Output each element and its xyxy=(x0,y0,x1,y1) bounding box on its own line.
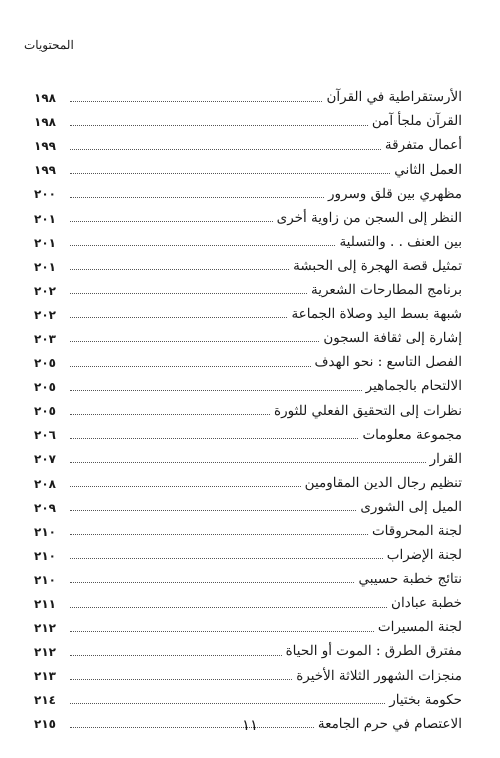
dot-leader xyxy=(70,607,387,608)
toc-entry xyxy=(34,640,462,664)
toc-entry-title: القرآن ملجأ آمن xyxy=(371,113,462,130)
dot-leader xyxy=(70,317,287,318)
toc-entry xyxy=(34,447,462,471)
toc-entry-page: ٢١٣ xyxy=(34,669,56,684)
toc-entry xyxy=(34,544,462,568)
toc-entry-page: ١٩٩ xyxy=(34,163,56,178)
toc-entry-page: ٢٠٢ xyxy=(34,283,56,298)
toc-entry-page: ٢١٥ xyxy=(34,717,56,732)
dot-leader xyxy=(70,293,307,294)
toc-entry-title: تنظيم رجال الدين المقاومين xyxy=(304,474,462,491)
toc-entry xyxy=(34,231,462,255)
toc-entry-page: ٢٠١ xyxy=(34,259,56,274)
toc-entry xyxy=(34,206,462,230)
toc-entry-page: ٢١١ xyxy=(34,597,56,612)
toc-entry-title: لجنة الإضراب xyxy=(386,547,462,564)
dot-leader xyxy=(70,534,368,535)
page-number: ١١ xyxy=(241,716,259,734)
toc-entry-page: ٢١٢ xyxy=(34,621,56,636)
toc-entry xyxy=(34,520,462,544)
toc-entry-page: ٢١٠ xyxy=(34,572,56,587)
toc-entry-page: ٢٠٣ xyxy=(34,331,56,346)
toc-entry-page: ٢٠٦ xyxy=(34,428,56,443)
dot-leader xyxy=(70,655,282,656)
toc-entry xyxy=(34,182,462,206)
toc-entry-title: حكومة بختيار xyxy=(389,691,462,708)
toc-entry xyxy=(34,303,462,327)
dot-leader xyxy=(70,438,358,439)
toc-entry-page: ٢٠٧ xyxy=(34,452,56,467)
toc-entry-title: شبهة بسط اليد وصلاة الجماعة xyxy=(291,306,462,323)
toc-entry-title: النظر إلى السجن من زاوية أخرى xyxy=(276,209,462,226)
toc-entry-title: برنامج المطارحات الشعرية xyxy=(310,282,462,299)
dot-leader xyxy=(70,679,292,680)
running-header: المحتويات xyxy=(24,38,74,52)
toc-entry xyxy=(34,279,462,303)
toc-entry-page: ٢١٢ xyxy=(34,645,56,660)
dot-leader xyxy=(70,486,301,487)
toc-entry-title: الالتحام بالجماهير xyxy=(365,378,462,395)
toc-entry xyxy=(34,568,462,592)
toc-entry-page: ١٩٨ xyxy=(34,91,56,106)
table-of-contents xyxy=(34,86,462,737)
toc-entry xyxy=(34,158,462,182)
toc-entry-page: ٢٠٠ xyxy=(34,187,56,202)
toc-entry xyxy=(34,496,462,520)
toc-entry-title: القرار xyxy=(429,450,462,467)
toc-entry xyxy=(34,327,462,351)
toc-entry xyxy=(34,472,462,496)
toc-entry xyxy=(34,616,462,640)
toc-entry-title: بين العنف . . والتسلية xyxy=(339,233,462,250)
toc-entry-title: تمثيل قصة الهجرة إلى الحبشة xyxy=(293,257,462,274)
dot-leader xyxy=(70,245,335,246)
toc-entry-page: ٢١٠ xyxy=(34,548,56,563)
toc-entry-page: ٢٠٥ xyxy=(34,356,56,371)
dot-leader xyxy=(70,221,273,222)
toc-entry-page: ٢٠٩ xyxy=(34,500,56,515)
toc-entry-page: ١٩٩ xyxy=(34,139,56,154)
dot-leader xyxy=(70,558,383,559)
dot-leader xyxy=(70,101,322,102)
toc-entry-page: ١٩٨ xyxy=(34,115,56,130)
toc-entry-title: إشارة إلى ثقافة السجون xyxy=(323,330,462,347)
toc-entry xyxy=(34,592,462,616)
dot-leader xyxy=(70,341,319,342)
dot-leader xyxy=(70,366,311,367)
toc-entry-page: ٢٠١ xyxy=(34,211,56,226)
toc-entry-title: العمل الثاني xyxy=(394,161,462,178)
toc-entry-title: مفترق الطرق : الموت أو الحياة xyxy=(285,643,462,660)
toc-entry-page: ٢٠٥ xyxy=(34,404,56,419)
toc-entry xyxy=(34,351,462,375)
dot-leader xyxy=(70,582,354,583)
toc-entry xyxy=(34,688,462,712)
toc-entry-title: الاعتصام في حرم الجامعة xyxy=(317,715,462,732)
toc-entry-title: نظرات إلى التحقيق الفعلي للثورة xyxy=(274,402,462,419)
toc-entry-page: ٢٠٥ xyxy=(34,380,56,395)
toc-entry-page: ٢٠٨ xyxy=(34,476,56,491)
dot-leader xyxy=(70,390,362,391)
toc-entry-title: خطبة عبادان xyxy=(391,595,462,612)
dot-leader xyxy=(70,703,385,704)
toc-entry-title: مجموعة معلومات xyxy=(362,426,462,443)
toc-entry-page: ٢١٠ xyxy=(34,524,56,539)
dot-leader xyxy=(70,414,270,415)
toc-entry-title: منجزات الشهور الثلاثة الأخيرة xyxy=(296,667,462,684)
toc-entry-title: نتائج خطبة حسيبي xyxy=(358,571,462,588)
dot-leader xyxy=(70,510,356,511)
toc-entry-title: الفصل التاسع : نحو الهدف xyxy=(314,354,462,371)
dot-leader xyxy=(70,197,324,198)
toc-entry xyxy=(34,375,462,399)
toc-entry xyxy=(34,110,462,134)
dot-leader xyxy=(70,149,381,150)
toc-entry-title: لجنة المحروقات xyxy=(371,522,462,539)
toc-entry-page: ٢٠١ xyxy=(34,235,56,250)
dot-leader xyxy=(70,631,374,632)
toc-entry xyxy=(34,399,462,423)
toc-entry xyxy=(34,423,462,447)
toc-entry xyxy=(34,664,462,688)
toc-entry-title: الميل إلى الشورى xyxy=(360,498,462,515)
toc-entry-title: أعمال متفرقة xyxy=(384,137,462,154)
toc-entry xyxy=(34,86,462,110)
dot-leader xyxy=(70,125,368,126)
toc-entry-title: مظهري بين قلق وسرور xyxy=(327,185,462,202)
toc-entry-page: ٢٠٢ xyxy=(34,307,56,322)
toc-entry-title: الأرستقراطية في القرآن xyxy=(326,89,462,106)
toc-entry-page: ٢١٤ xyxy=(34,693,56,708)
toc-entry-title: لجنة المسيرات xyxy=(377,619,462,636)
dot-leader xyxy=(70,269,289,270)
dot-leader xyxy=(70,173,390,174)
toc-entry xyxy=(34,134,462,158)
toc-entry xyxy=(34,255,462,279)
dot-leader xyxy=(70,462,426,463)
